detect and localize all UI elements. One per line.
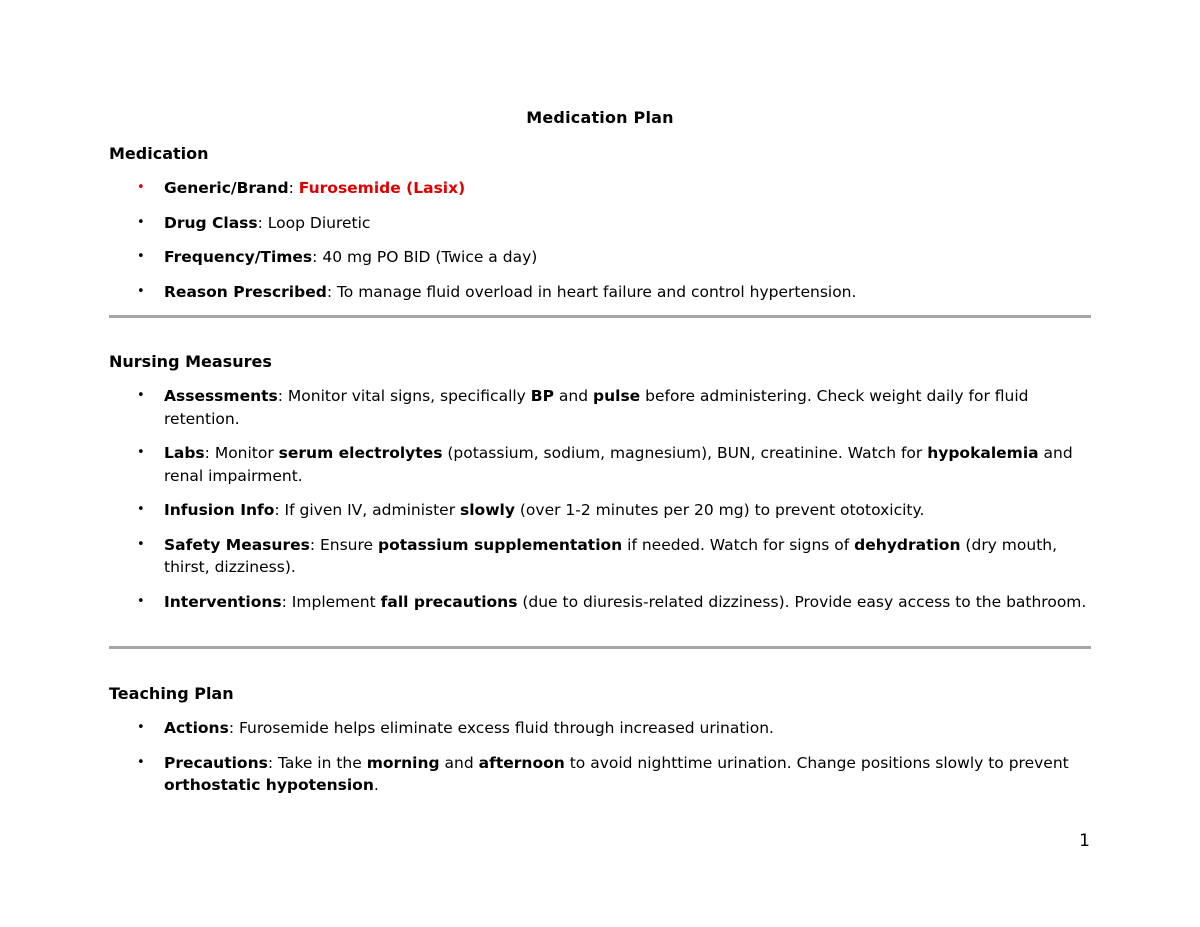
page-number: 1 (1079, 831, 1090, 851)
nursing-heading: Nursing Measures (109, 352, 272, 371)
item-label: Precautions (164, 753, 268, 772)
item-label: Interventions (164, 592, 282, 611)
bullet-icon: • (137, 593, 145, 609)
bullet-icon: • (137, 720, 145, 735)
nursing-list (109, 385, 1091, 613)
document-title: Medication Plan (526, 108, 674, 127)
item-text: and renal impairment. (164, 444, 1073, 485)
item-text: : Monitor (204, 444, 279, 462)
item-value: Loop Diuretic (267, 213, 371, 232)
item-emphasis: potassium supplementation (378, 535, 623, 554)
medication-list (109, 177, 1091, 303)
item-text: (over 1-2 minutes per 20 mg) to prevent ototoxicity. (514, 501, 925, 519)
item-emphasis: orthostatic hypotension (164, 776, 374, 794)
item-label: Frequency/Times (164, 248, 313, 266)
section-divider (109, 646, 1091, 649)
item-label: Safety Measures (164, 535, 310, 554)
bullet-icon: • (137, 388, 145, 403)
nursing-section (109, 351, 1091, 613)
item-emphasis: dehydration (854, 535, 961, 554)
teaching-section (109, 683, 1091, 797)
item-text: if needed. Watch for signs of (622, 535, 855, 554)
list-item-actions (109, 717, 1091, 740)
item-emphasis: pulse (593, 387, 641, 405)
list-item-generic-brand (109, 177, 1091, 200)
item-text: : Ensure (309, 535, 378, 554)
item-value: To manage fluid overload in heart failure and control hypertension. (336, 282, 857, 301)
item-emphasis: serum electrolytes (278, 444, 443, 462)
item-emphasis: BP (530, 387, 554, 405)
item-label: Infusion Info (164, 501, 275, 519)
bullet-icon: • (137, 180, 145, 195)
section-divider (109, 315, 1091, 318)
item-text: (dry mouth, thirst, dizziness). (164, 535, 1058, 576)
item-value: 40 mg PO BID (Twice a day) (322, 248, 538, 266)
item-emphasis: morning (366, 753, 440, 772)
item-separator: : (312, 248, 323, 266)
item-text: : Implement (281, 592, 381, 611)
item-label: Actions (164, 719, 229, 737)
medication-heading: Medication (109, 144, 209, 163)
item-text: before administering. Check weight daily for fluid retention. (164, 387, 1029, 428)
item-text: : Monitor vital signs, specifically (277, 387, 531, 405)
item-label: Labs (164, 444, 205, 462)
bullet-icon: • (137, 536, 145, 552)
list-item-infusion (109, 499, 1091, 522)
teaching-heading: Teaching Plan (109, 684, 234, 703)
bullet-icon: • (137, 502, 145, 517)
list-item-interventions (109, 591, 1091, 614)
teaching-list (109, 717, 1091, 797)
item-text: (due to diuresis-related dizziness). Provide easy access to the bathroom. (517, 592, 1087, 611)
list-item-drug-class (109, 212, 1091, 235)
bullet-icon: • (137, 249, 145, 264)
list-item-labs (109, 442, 1091, 487)
item-emphasis: afternoon (478, 753, 565, 772)
item-emphasis: fall precautions (380, 592, 518, 611)
bullet-icon: • (137, 214, 145, 230)
bullet-icon: • (137, 445, 145, 460)
medication-section (109, 143, 1091, 303)
list-item-reason (109, 281, 1091, 304)
item-label: Assessments (164, 387, 278, 405)
item-text: and (439, 753, 479, 772)
item-label: Generic/Brand (164, 179, 289, 197)
bullet-icon: • (137, 754, 145, 770)
list-item-precautions (109, 752, 1091, 797)
list-item-frequency (109, 246, 1091, 269)
item-text: (potassium, sodium, magnesium), BUN, creatinine. Watch for (442, 444, 928, 462)
item-emphasis: slowly (460, 501, 515, 519)
item-text: . (373, 776, 379, 794)
item-label: Reason Prescribed (164, 282, 327, 301)
item-separator: : (257, 213, 268, 232)
item-text: and (553, 387, 593, 405)
item-text: to avoid nighttime urination. Change positions slowly to prevent (564, 753, 1069, 772)
list-item-safety (109, 534, 1091, 579)
item-label: Drug Class (164, 213, 258, 232)
item-text: : Take in the (267, 753, 367, 772)
item-separator: : (326, 282, 337, 301)
item-emphasis: hypokalemia (927, 444, 1039, 462)
item-text: : Furosemide helps eliminate excess fluid through increased urination. (228, 719, 774, 737)
bullet-icon: • (137, 283, 145, 299)
item-separator: : (288, 179, 299, 197)
list-item-assessments (109, 385, 1091, 430)
item-text: : If given IV, administer (274, 501, 461, 519)
item-value: Furosemide (Lasix) (298, 179, 466, 197)
